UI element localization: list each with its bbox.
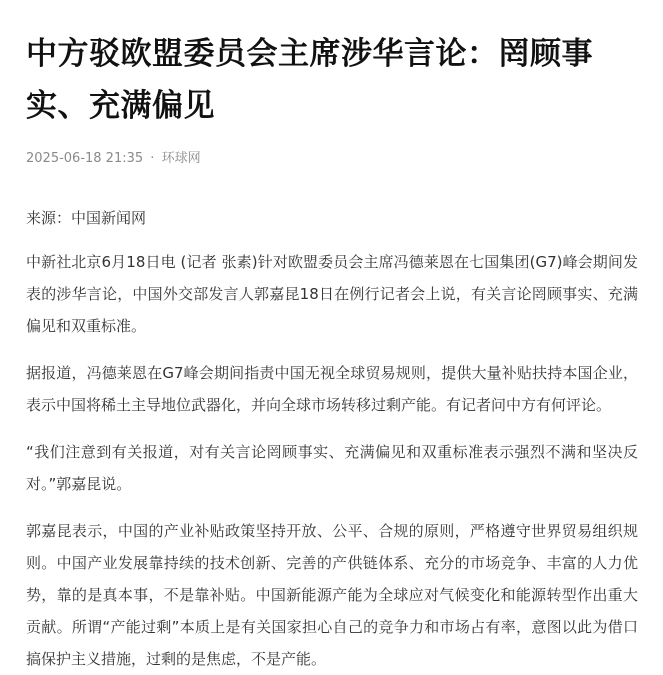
article-paragraph: 据报道，冯德莱恩在G7峰会期间指责中国无视全球贸易规则，提供大量补贴扶持本国企业，表示中国将稀土主导地位武器化，并向全球市场转移过剩产能。有记者问中方有何评论。 <box>26 364 638 414</box>
article-meta <box>26 150 639 168</box>
article-source: 来源：中国新闻网 <box>26 209 147 227</box>
article-title: 中方驳欧盟委员会主席涉华言论：罔顾事实、充满偏见 <box>26 36 593 124</box>
article-paragraph: 郭嘉昆表示，中国的产业补贴政策坚持开放、公平、合规的原则，严格遵守世界贸易组织规则。中国产业发展靠持续的技术创新、完善的产供链体系、充分的市场竞争、丰富的人力优势，靠的是真本事，不是靠补贴。中国新能源产能为全球应对气候变化和能源转型作出重大贡献。所谓“产能过剩”本质上是有关国家担心自己的竞争力和市场占有率，意图以此为借口搞保护主义措施，过剩的是焦虑，不是产能。 <box>26 522 638 668</box>
publisher-name[interactable]: 环球网 <box>161 151 201 166</box>
article-paragraph: 中新社北京6月18日电 (记者 张素)针对欧盟委员会主席冯德莱恩在七国集团(G7)峰会期间发表的涉华言论，中国外交部发言人郭嘉昆18日在例行记者会上说，有关言论罔顾事实、充满偏见和双重标准。 <box>26 253 638 335</box>
article-paragraph: “我们注意到有关报道，对有关言论罔顾事实、充满偏见和双重标准表示强烈不满和坚决反对。”郭嘉昆说。 <box>26 443 638 493</box>
meta-separator: · <box>150 151 155 166</box>
publish-datetime: 2025-06-18 21:35 <box>26 151 144 166</box>
